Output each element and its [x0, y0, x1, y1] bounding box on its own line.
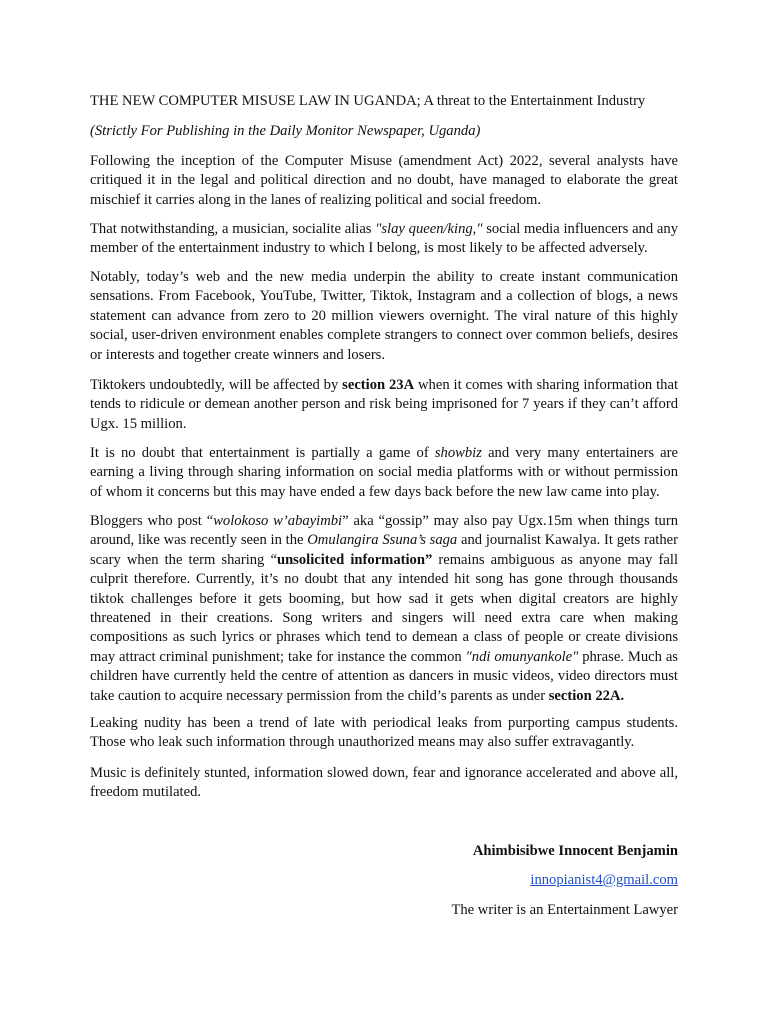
p5-showbiz: showbiz [434, 445, 482, 461]
p6-phrase: "ndi omunyankole" [465, 648, 579, 665]
p4-text-a: Tiktokers undoubtedly, will be affected by [90, 377, 343, 393]
p5-text-a: It is no doubt that entertainment is partially a game of [90, 445, 435, 461]
p2-text-c: social media influencers and any member of the entertainment industry to which I belong, is most likely to be affected adversely. [90, 221, 678, 257]
p2-alias: "slay queen/king," [375, 221, 483, 237]
p6-text-g: remains ambiguous as anyone may fall culprit therefore. Currently, it’s no doubt that any intended hit song has gone through thousands tiktok challenges before it gets booming, but how sad it gets when digital creators are highly threatened in their creations. Song writers and singers will need extra care when making compositions as such lyrics or phrases which tend to demean a class of people or create divisions may attract criminal punishment; take for instance the common [90, 551, 678, 665]
p6-section-ref: section 22A. [548, 687, 625, 704]
p6-unsolicited: unsolicited information” [276, 551, 433, 568]
paragraph-tiktokers [90, 376, 678, 434]
paragraph-affected [90, 220, 678, 259]
paragraph-conclusion: Music is definitely stunted, information slowed down, fear and ignorance accelerated and above all, freedom mutilated. [90, 765, 678, 801]
p6-text-i: phrase. Much as children have currently held the centre of attention as dancers in music videos, video directors must take caution to acquire necessary permission from the child’s parents as under [90, 648, 678, 704]
p6-text-a: Bloggers who post “ [90, 513, 214, 529]
article-subtitle: (Strictly For Publishing in the Daily Monitor Newspaper, Uganda) [90, 123, 481, 139]
p6-gossip-phrase: wolokoso w’abayimbi [213, 513, 343, 529]
p4-section-ref: section 23A [342, 377, 415, 393]
p5-text-c: and very many entertainers are earning a living through sharing information on social media platforms with or without permission of whom it concerns but this may have ended a few days back before the new law came into play. [90, 445, 678, 500]
p6-text-e: and journalist Kawalya. It gets rather scary when the term sharing “ [90, 532, 678, 568]
paragraph-intro: Following the inception of the Computer Misuse (amendment Act) 2022, several analysts have critiqued it in the legal and political direction and no doubt, have managed to elaborate the great mischief it carries along in the lanes of realizing political and social freedom. [90, 153, 678, 208]
p6-saga: Omulangira Ssuna’s saga [307, 532, 458, 549]
paragraph-bloggers [90, 512, 678, 706]
article-title: THE NEW COMPUTER MISUSE LAW IN UGANDA; A threat to the Entertainment Industry [90, 93, 646, 109]
author-name: Ahimbisibwe Innocent Benjamin [472, 843, 678, 859]
paragraph-leaks: Leaking nudity has been a trend of late with periodical leaks from purporting campus students. Those who leak such information through unauthorized means may also suffer extravagantly. [90, 715, 678, 751]
author-email-link[interactable]: innopianist4@gmail.com [530, 872, 678, 888]
paragraph-showbiz [90, 444, 678, 502]
p4-text-c: when it comes with sharing information that tends to ridicule or demean another person and risk being imprisoned for 7 years if they can’t afford Ugx. 15 million. [90, 377, 678, 432]
paragraph-new-media: Notably, today’s web and the new media underpin the ability to create instant communication sensations. From Facebook, YouTube, Twitter, Tiktok, Instagram and a collection of blogs, a news statement can advance from zero to 20 million viewers overnight. The viral nature of this highly social, user-driven environment enables complete strangers to connect over common beliefs, desires or interests and together create winners and losers. [90, 269, 678, 363]
p6-text-c: ” aka “gossip” may also pay Ugx.15m when things turn around, like was recently seen in the [90, 513, 678, 549]
author-role: The writer is an Entertainment Lawyer [451, 902, 678, 918]
p2-text-a: That notwithstanding, a musician, socialite alias [90, 221, 376, 237]
